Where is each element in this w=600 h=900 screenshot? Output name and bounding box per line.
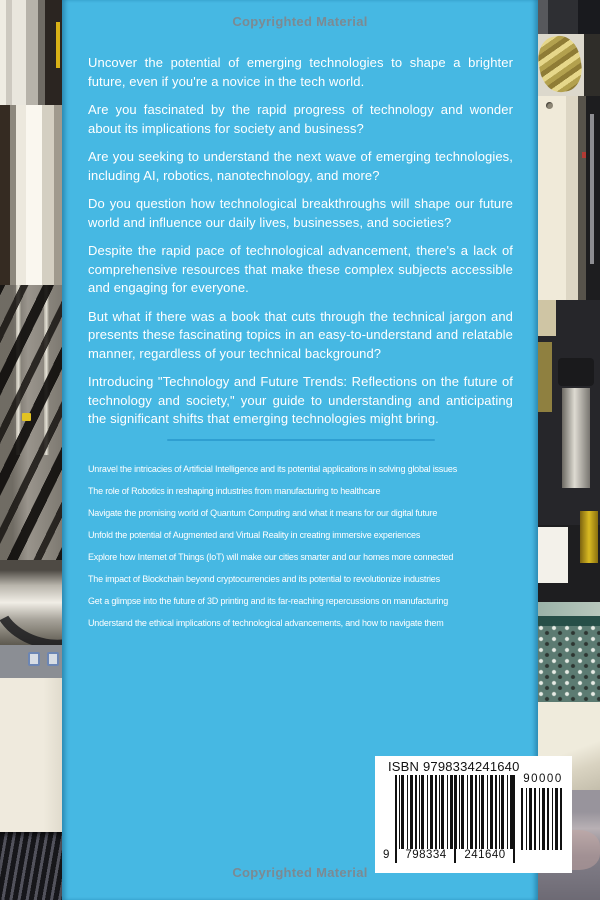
- feature-item: Get a glimpse into the future of 3D printing and its far-reaching repercussions on manufacturing: [88, 595, 449, 606]
- photo-cable-section: [0, 285, 62, 560]
- photo-spring-area: [538, 34, 600, 96]
- photo-yellow-cylinder: [580, 511, 598, 563]
- feature-item: Explore how Internet of Things (IoT) will make our cities smarter and our homes more connected: [88, 551, 454, 562]
- photo-gray-beam: [0, 645, 62, 678]
- photo-red-speck: [582, 152, 586, 158]
- photo-brass-spring: [538, 33, 586, 95]
- photo-blue-label: [47, 652, 59, 666]
- photo-rod: [590, 114, 594, 264]
- blurb-paragraph: Do you question how technological breakthroughs will shape our future world and influence our daily lives, businesses, and societies?: [88, 196, 513, 230]
- barcode-guard: [395, 775, 397, 863]
- feature-item: The impact of Blockchain beyond cryptocurrencies and its potential to revolutionize industries: [88, 573, 440, 584]
- copyright-watermark-top: Copyrighted Material: [232, 14, 368, 29]
- photo-cables: [0, 285, 62, 560]
- photo-dark-band: [584, 34, 600, 96]
- copyright-watermark-bottom: Copyrighted Material: [232, 865, 368, 880]
- blurb-paragraph: Despite the rapid pace of technological advancement, there's a lack of comprehensive resources that make these complex subjects accessible and engaging for everyone.: [88, 243, 513, 295]
- photo-white-column: [0, 105, 62, 285]
- photo-cream-plate: [538, 96, 600, 300]
- photo-blue-label: [28, 652, 40, 666]
- isbn-digit-prefix: 9: [383, 849, 390, 861]
- cover-text-block: [88, 54, 513, 639]
- photo-yellow-dot: [22, 413, 31, 421]
- barcode-main: [383, 775, 515, 870]
- photo-lower-parts: [538, 525, 600, 602]
- section-divider: [167, 439, 435, 441]
- blurb-paragraph: Introducing "Technology and Future Trends: Reflections on the future of technology and society," your guide to understanding and anticipating the significant shifts that emerging technologies might bring.: [88, 374, 513, 426]
- feature-item: The role of Robotics in reshaping industries from manufacturing to healthcare: [88, 485, 381, 496]
- barcode-guard: [513, 775, 515, 863]
- photo-tray-rim: [538, 602, 600, 616]
- isbn-barcode-box: [375, 756, 572, 873]
- feature-item: Navigate the promising world of Quantum Computing and what it means for our digital future: [88, 507, 438, 518]
- photo-metal-parts: [538, 624, 600, 702]
- blurb-paragraph: Uncover the potential of emerging technologies to shape a brighter future, even if you're a novice in the tech world.: [88, 55, 513, 89]
- photo-metal-cylinder: [0, 560, 62, 645]
- isbn-digit-group-1: 798334: [405, 849, 447, 861]
- blurb-paragraph: Are you fascinated by the rapid progress of technology and wonder about its implications for society and business?: [88, 102, 513, 136]
- photo-screw: [546, 102, 553, 109]
- barcode-guard: [454, 775, 456, 863]
- photo-parts-tray: [538, 602, 600, 702]
- barcode-addon: [521, 773, 565, 850]
- feature-item: Unfold the potential of Augmented and Virtual Reality in creating immersive experiences: [88, 529, 421, 540]
- photo-dark-machinery: [538, 300, 600, 525]
- isbn-digit-group-2: 241640: [464, 849, 506, 861]
- photo-dark-cap: [558, 358, 594, 386]
- photo-white-box: [538, 527, 568, 583]
- photo-silver-cylinder: [562, 388, 590, 488]
- price-code: 90000: [523, 773, 563, 785]
- blurb-paragraph: But what if there was a book that cuts through the technical jargon and presents these fascinating topics in an easy-to-understand and relatable manner, regardless of your technical background?: [88, 308, 513, 361]
- blurb-paragraph: Are you seeking to understand the next wave of emerging technologies, including AI, robotics, nanotechnology, and more?: [88, 149, 513, 183]
- isbn-label: ISBN 9798334241640: [388, 759, 520, 774]
- feature-item: Unravel the intricacies of Artificial Intelligence and its potential applications in solving global issues: [88, 463, 458, 474]
- feature-list: [88, 463, 513, 630]
- photo-yellow-panel: [538, 342, 552, 412]
- machinery-photo-left: [0, 0, 62, 900]
- feature-item: Understand the ethical implications of technological advancements, and how to navigate them: [88, 617, 444, 628]
- photo-cream-wall: [0, 678, 62, 832]
- barcode-addon-bars: [521, 788, 565, 850]
- photo-beige-block: [538, 300, 556, 336]
